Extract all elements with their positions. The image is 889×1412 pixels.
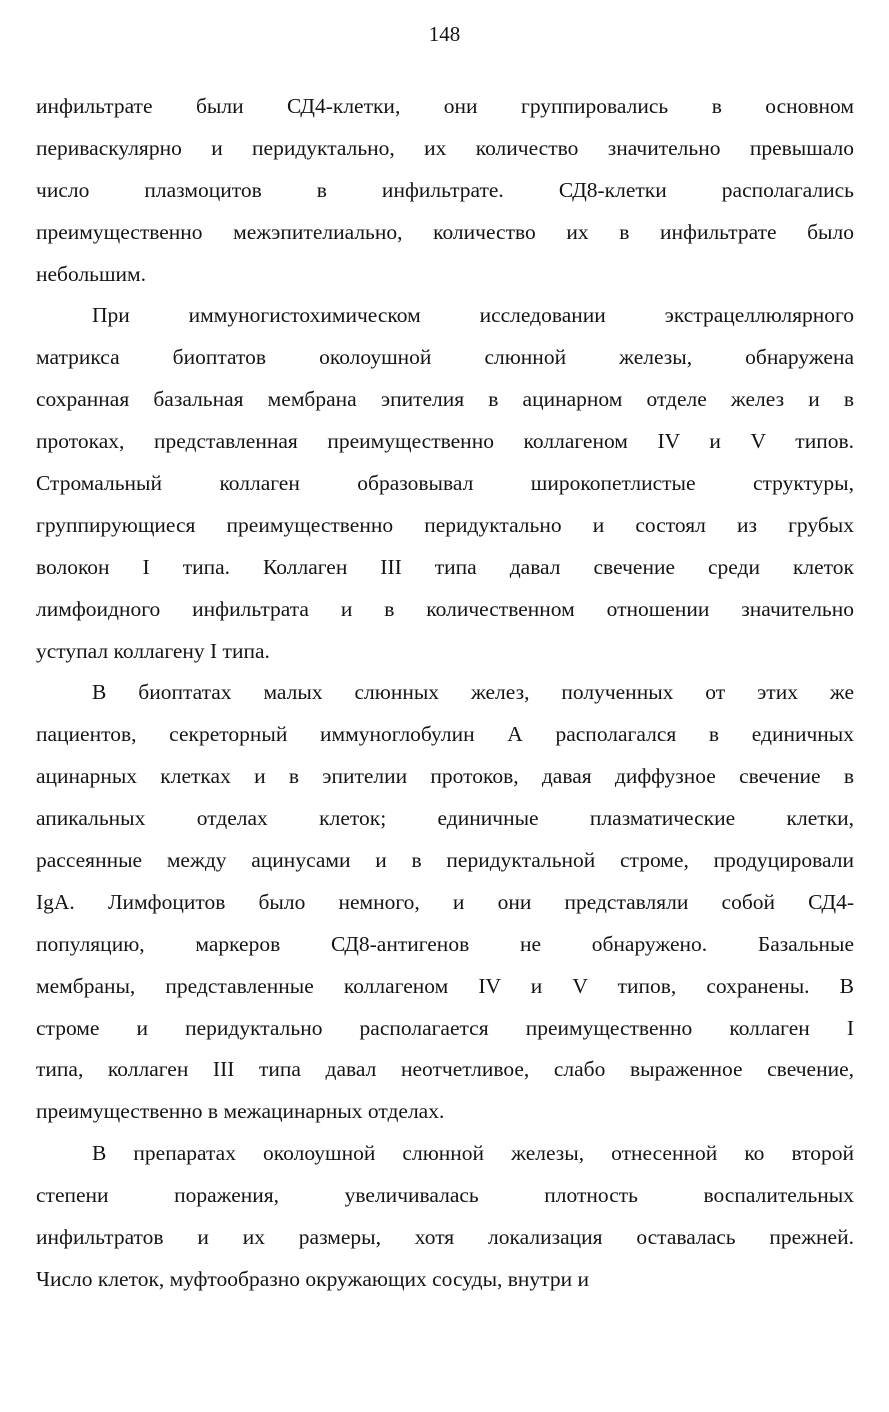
- text-line: ацинарных клетках и в эпителии протоков, давая диффузное свечение в: [36, 764, 854, 789]
- text-line: матрикса биоптатов околоушной слюнной железы, обнаружена: [36, 345, 854, 370]
- text-line: число плазмоцитов в инфильтрате. СД8-клетки располагались: [36, 177, 854, 202]
- text-line: популяцию, маркеров СД8-антигенов не обнаружено. Базальные: [36, 931, 854, 956]
- text-line: волокон I типа. Коллаген III типа давал свечение среди клеток: [36, 554, 854, 579]
- text-line: Стромальный коллаген образовывал широкопетлистые структуры,: [36, 471, 854, 496]
- text-line: степени поражения, увеличивалась плотность воспалительных: [36, 1183, 854, 1208]
- paragraph: [36, 1133, 854, 1301]
- text-line: рассеянные между ацинусами и в перидуктальной строме, продуцировали: [36, 848, 854, 873]
- paragraph: [36, 295, 854, 672]
- text-line: лимфоидного инфильтрата и в количественном отношении значительно: [36, 596, 854, 621]
- paragraph: [36, 86, 854, 295]
- text-line: IgA. Лимфоцитов было немного, и они представляли собой СД4-: [36, 889, 854, 914]
- text-line: пациентов, секреторный иммуноглобулин А располагался в единичных: [36, 722, 854, 747]
- text-line: апикальных отделах клеток; единичные плазматические клетки,: [36, 806, 854, 831]
- body-text: [36, 86, 854, 1301]
- text-line: уступал коллагену I типа.: [36, 638, 270, 663]
- page-number: 148: [428, 22, 461, 46]
- text-line: типа, коллаген III типа давал неотчетливое, слабо выраженное свечение,: [36, 1057, 854, 1082]
- paragraph: [36, 672, 854, 1133]
- text-line: инфильтрате были СД4-клетки, они группировались в основном: [36, 94, 854, 118]
- text-line: преимущественно межэпителиально, количество их в инфильтрате было: [36, 219, 854, 244]
- text-line: мембраны, представленные коллагеном IV и V типов, сохранены. В: [36, 973, 854, 998]
- text-line: сохранная базальная мембрана эпителия в ацинарном отделе желез и в: [36, 387, 854, 412]
- text-line: строме и перидуктально располагается преимущественно коллаген I: [36, 1015, 854, 1040]
- text-line: протоках, представленная преимущественно коллагеном IV и V типов.: [36, 429, 854, 454]
- text-line: Число клеток, муфтообразно окружающих сосуды, внутри и: [36, 1266, 589, 1291]
- text-line: небольшим.: [36, 261, 147, 286]
- text-line: инфильтратов и их размеры, хотя локализация оставалась прежней.: [36, 1225, 854, 1250]
- text-line: При иммуногистохимическом исследовании экстрацеллюлярного: [92, 303, 854, 328]
- text-line: В препаратах околоушной слюнной железы, отнесенной ко второй: [92, 1141, 854, 1166]
- text-line: группирующиеся преимущественно перидуктально и состоял из грубых: [36, 512, 854, 537]
- text-line: В биоптатах малых слюнных желез, полученных от этих же: [92, 680, 854, 705]
- text-line: периваскулярно и перидуктально, их количество значительно превышало: [36, 135, 854, 160]
- text-line: преимущественно в межацинарных отделах.: [36, 1099, 445, 1124]
